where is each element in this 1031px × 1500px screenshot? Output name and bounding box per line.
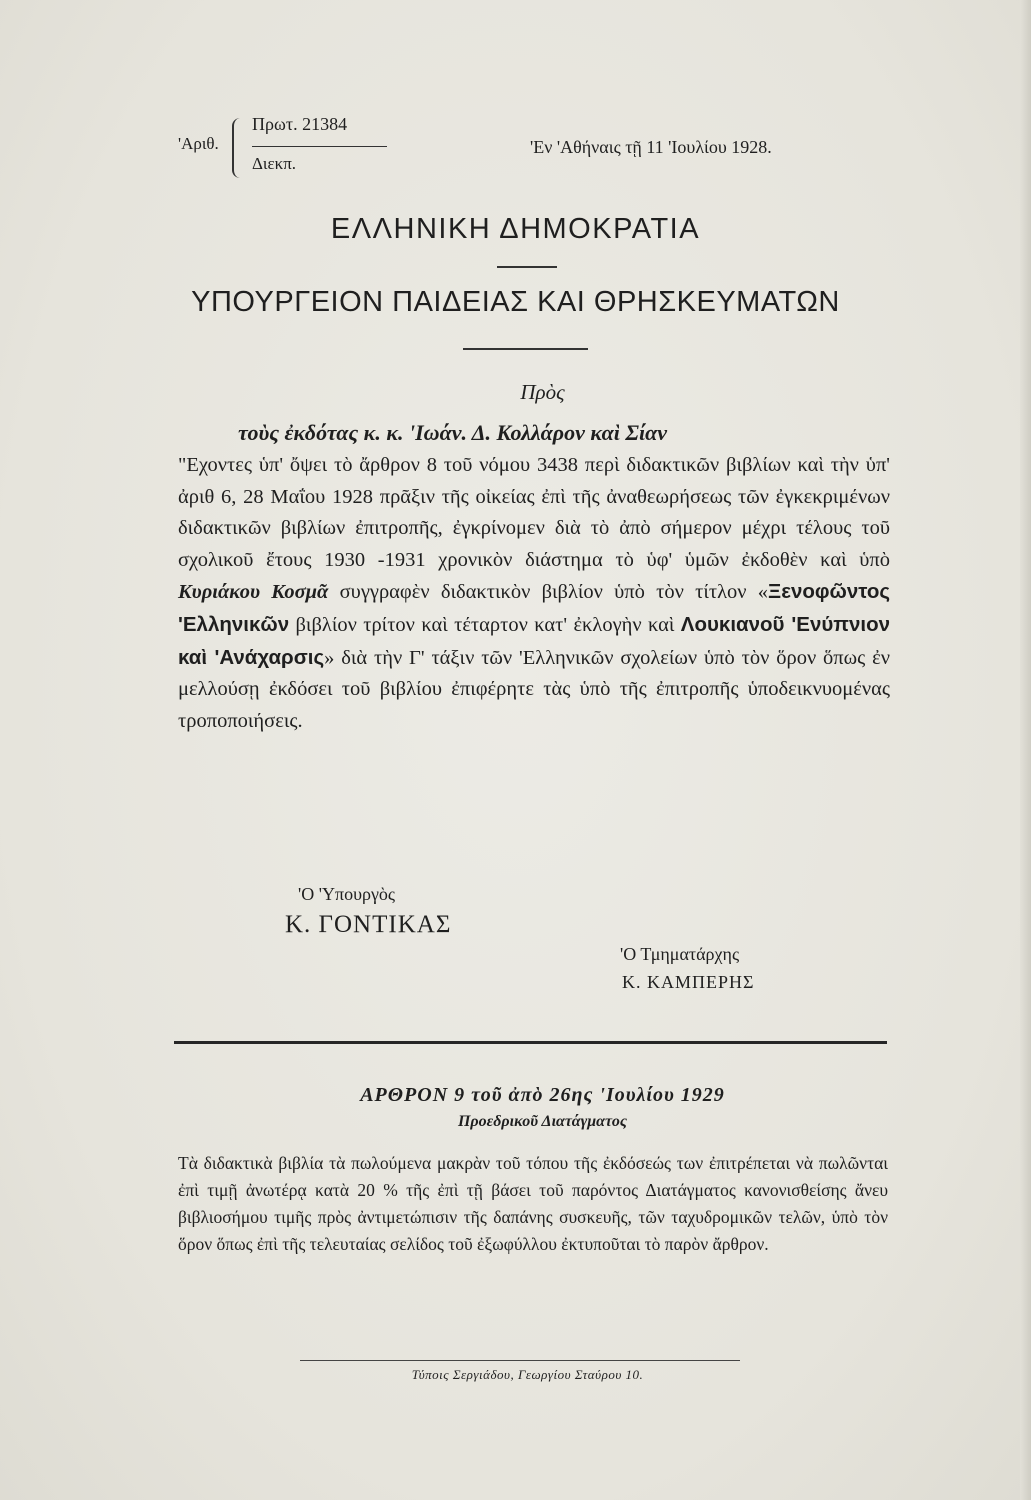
article-text: Τὰ διδακτικὰ βιβλία τὰ πωλούμενα μακρὰν τοῦ τόπου τῆς ἐκδόσεώς των ἐπιτρέπεται νὰ πωλῶνται ἐπὶ τιμῇ ἀνωτέρᾳ κατὰ 20 % τῆς ἐπὶ τῇ βάσει τοῦ παρόντος Διατάγματος κανονισθείσης ἄνευ βιβλιοσήμου τιμῆς πρὸς ἀντιμετώπισιν τῆς δαπάνης συσκευῆς, τῶν ταχυδρομικῶν τελῶν, ὑπὸ τὸν ὅρον ὅπως ἐπὶ τῆς τελευταίας σελίδος τοῦ ἐξωφύλλου ἐκτυποῦται τὸ παρὸν ἄρθρον.: [178, 1153, 888, 1254]
state-title: ΕΛΛΗΝΙΚΗ ΔΗΜΟΚΡΑΤΙΑ: [330, 213, 701, 245]
title-divider: [497, 266, 557, 268]
ministry-title: ΥΠΟΥΡΓΕΙΟΝ ΠΑΙΔΕΙΑΣ ΚΑΙ ΘΡΗΣΚΕΥΜΑΤΩΝ: [191, 286, 840, 318]
body-part-4: » διὰ τὴν Γ' τάξιν τῶν 'Ελληνικῶν σχολείων ὑπὸ τὸν ὅρον ὅπως ἐν μελλούσῃ ἐκδόσει τοῦ βιβλίου ἐπιφέρητε τὰς ὑπὸ τῆς ἐπιτροπῆς ὑποδεικνυομένας τροποποιήσεις.: [178, 646, 890, 732]
book-title-2: Λουκιανοῦ 'Ενύπνιον καὶ 'Ανάχαρσις: [178, 612, 891, 669]
body-part-2: συγγραφὲν διδακτικὸν βιβλίον ὑπὸ τὸν τίτλον «: [339, 581, 769, 604]
article-subtitle: Προεδρικοῦ Διατάγματος: [457, 1113, 627, 1130]
page-edge: [1020, 0, 1031, 1500]
section-divider: [174, 1041, 887, 1044]
to-label: Πρὸς: [520, 380, 565, 404]
letter-body: [178, 450, 890, 737]
body-part-1: "Εχοντες ὑπ' ὄψει τὸ ἄρθρον 8 τοῦ νόμου 3438 περὶ διδακτικῶν βιβλίων καὶ τὴν ὑπ' ἀριθ 6, 28 Μαΐου 1928 πρᾶξιν τῆς οἰκείας ἐπὶ τῆς ἀναθεωρήσεως τῶν ἐγκεκριμένων διδακτικῶν βιβλίων ἐπιτροπῆς, ἐγκρίνομεν διὰ τὸ ἀπὸ σήμερον μέχρι τέλους τοῦ σχολικοῦ ἔτους 1930 -1931 χρονικὸν διάστημα τὸ ὑφ' ὑμῶν ἐκδοθὲν καὶ ὑπὸ: [178, 454, 890, 571]
body-part-3: βιβλίον τρίτον καὶ τέταρτον κατ' ἐκλογὴν καὶ: [295, 613, 675, 636]
ministry-divider: [463, 348, 588, 350]
protocol-number: Πρωτ. 21384: [252, 114, 348, 134]
section-head-role: 'Ο Τμηματάρχης: [620, 944, 740, 964]
printer-imprint: Τύποις Σεργιάδου, Γεωργίου Σταύρου 10.: [411, 1367, 644, 1382]
author-name: Κυριάκου Κοσμᾶ: [178, 581, 329, 604]
minister-name: Κ. ΓΟΝΤΙΚΑΣ: [285, 911, 452, 938]
minister-role: 'Ο 'Υπουργὸς: [298, 884, 396, 904]
reference-divider: [252, 146, 387, 147]
article-title: ΑΡΘΡΟΝ 9 τοῦ ἀπὸ 26ης 'Ιουλίου 1929: [360, 1084, 725, 1106]
reference-brace: [232, 118, 244, 178]
recipients: τοὺς ἐκδότας κ. κ. 'Ιωάν. Δ. Κολλάρον καὶ Σίαν: [238, 420, 668, 445]
section-head-name: Κ. ΚΑΜΠΕΡΗΣ: [622, 972, 755, 992]
place-date: 'Εν 'Αθήναις τῇ 11 'Ιουλίου 1928.: [530, 137, 772, 157]
reference-label: 'Αριθ.: [178, 134, 219, 153]
printer-divider: [300, 1360, 740, 1361]
book-title-1: Ξενοφῶντος 'Ελληνικῶν: [178, 580, 891, 636]
diekp-label: Διεκπ.: [252, 154, 297, 173]
